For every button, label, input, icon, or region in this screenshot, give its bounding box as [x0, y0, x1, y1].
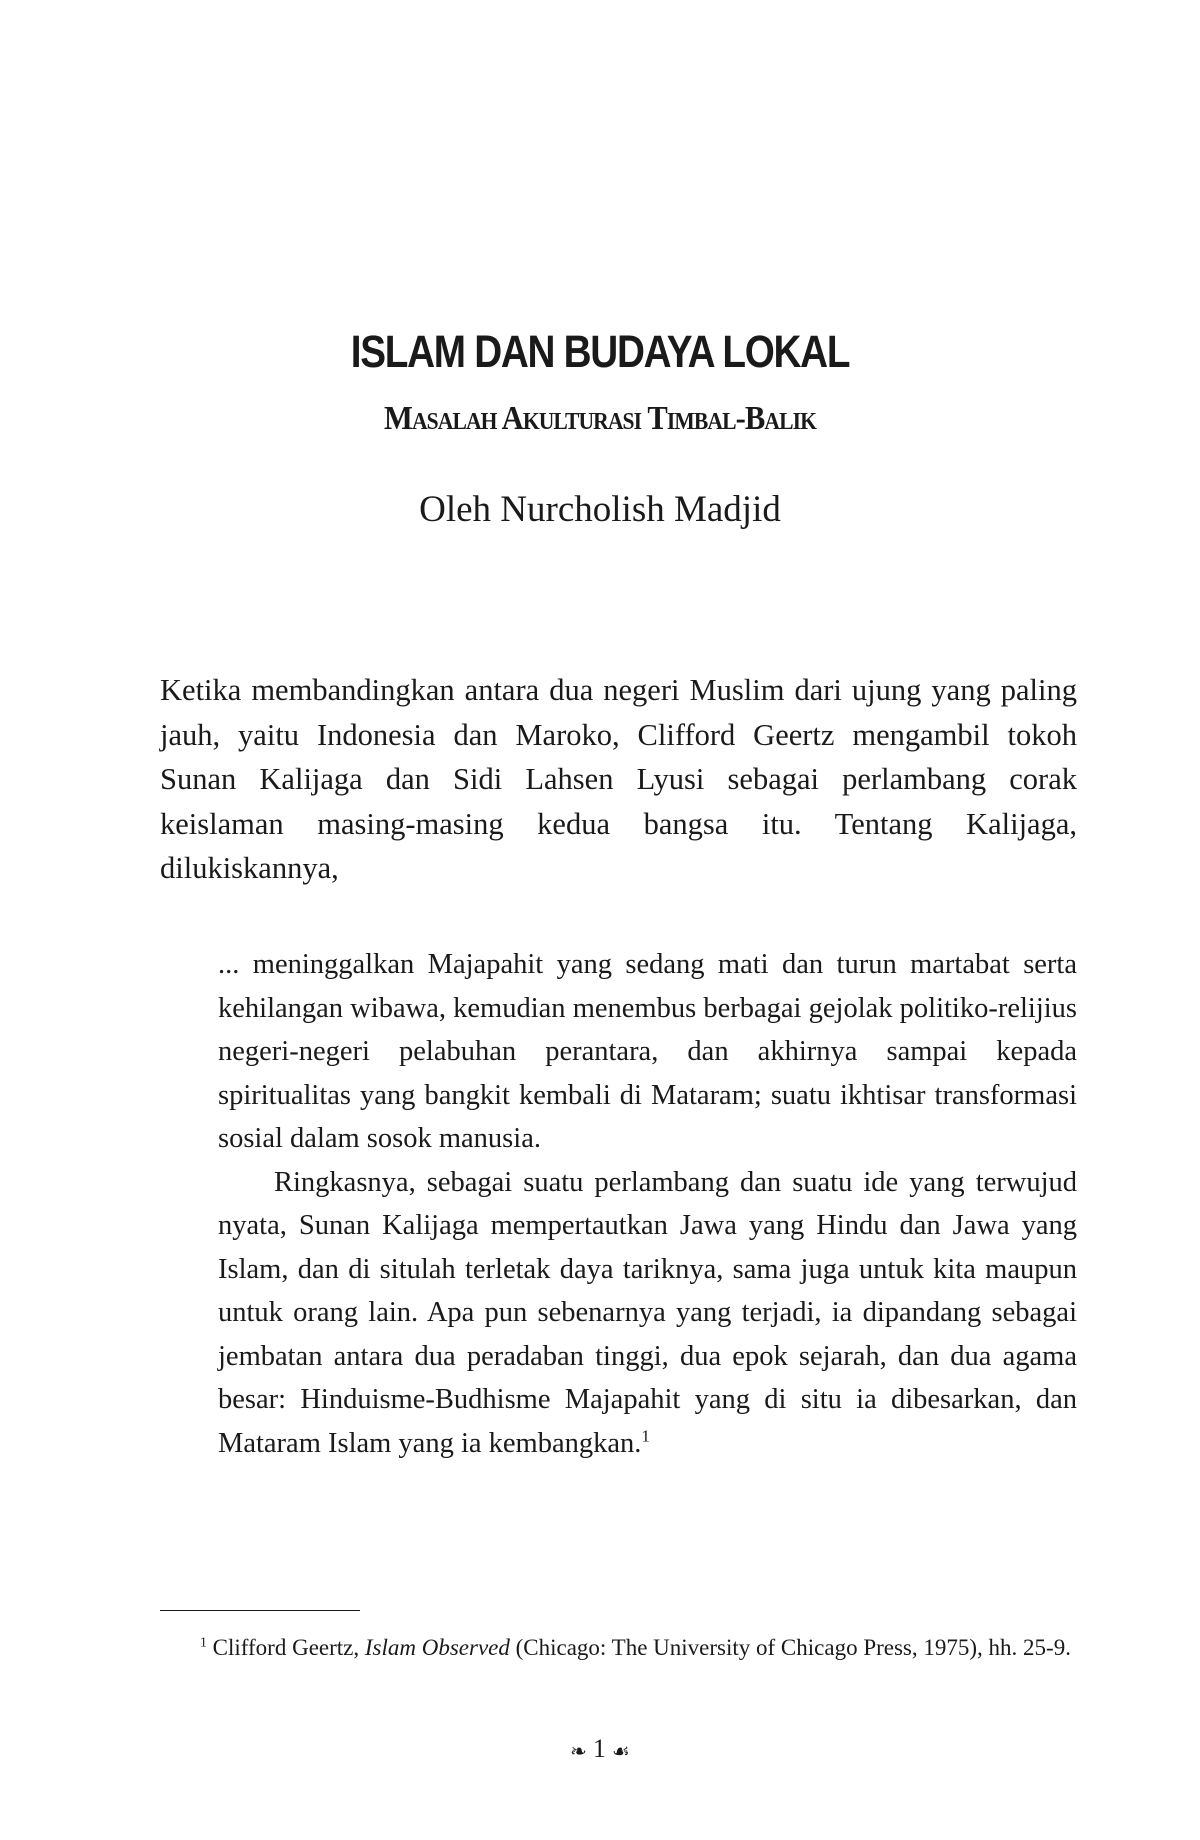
- page-footer: [0, 1734, 1200, 1764]
- right-ornament-icon: ☙: [611, 1739, 630, 1764]
- block-quote: [218, 943, 1077, 1465]
- footnote-reference[interactable]: 1: [641, 1426, 650, 1445]
- body-paragraph: Ketika membandingkan antara dua negeri Muslim dari ujung yang paling jauh, yaitu Indonesia dan Maroko, Clifford Geertz mengambil tokoh Sunan Kalijaga dan Sidi Lahsen Lyusi sebagai perlambang corak keislaman masing-masing kedua bangsa itu. Tentang Kalijaga, dilukiskannya,: [160, 673, 1077, 885]
- footnote-mark: 1: [200, 1634, 207, 1650]
- footnote: [160, 1630, 1077, 1666]
- page-title: ISLAM DAN BUDAYA LOKAL: [350, 326, 850, 377]
- quote-paragraph-1: ... meninggalkan Majapahit yang sedang mati dan turun martabat serta kehilangan wibawa, kemudian menembus berbagai gejolak politiko-relijius negeri-negeri pelabuhan perantara, dan akhirnya sampai kepada spiritualitas yang bangkit kembali di Mataram; suatu ikhtisar transformasi sosial dalam sosok manusia.: [218, 949, 1077, 1154]
- footnote-book-title: Islam Observed: [364, 1635, 510, 1660]
- footnote-publication: (Chicago: The University of Chicago Press, 1975), hh. 25-9.: [509, 1635, 1071, 1660]
- footnote-divider: [160, 1610, 360, 1611]
- page-subtitle: Masalah Akulturasi Timbal-Balik: [383, 400, 817, 437]
- footnote-author: Clifford Geertz,: [212, 1635, 365, 1660]
- quote-paragraph-2-text: Ringkasnya, sebagai suatu perlambang dan suatu ide yang terwujud nyata, Sunan Kalijaga mempertautkan Jawa yang Hindu dan Jawa yang Islam, dan di situlah terletak daya tariknya, sama juga untuk kita maupun untuk orang lain. Apa pun sebenarnya yang terjadi, ia dipandang sebagai jembatan antara dua peradaban tinggi, dua epok sejarah, dan dua agama besar: Hinduisme-Budhisme Majapahit yang di situ ia dibesarkan, dan Mataram Islam yang ia kembangkan.: [218, 1166, 1077, 1459]
- left-ornament-icon: ❧: [570, 1739, 587, 1764]
- author-line: Oleh Nurcholish Madjid: [419, 489, 781, 530]
- quote-paragraph-2: [218, 1161, 1077, 1466]
- page-number: 1: [592, 1734, 606, 1763]
